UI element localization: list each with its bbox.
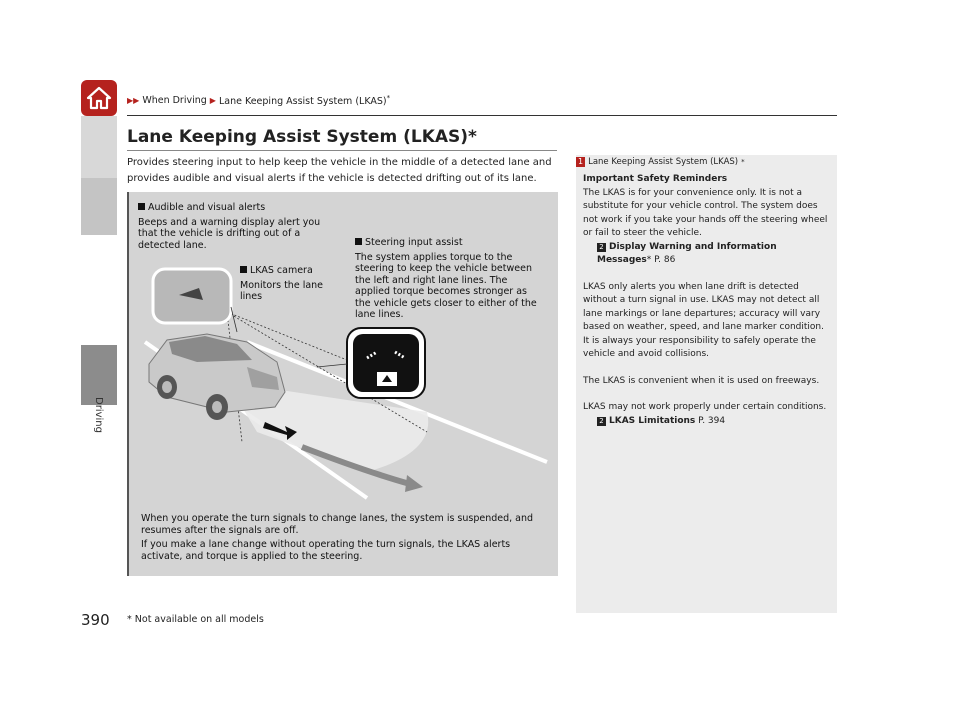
breadcrumb-section[interactable]: When Driving <box>142 95 207 107</box>
footnote: * Not available on all models <box>127 614 264 625</box>
page-title: Lane Keeping Assist System (LKAS)* <box>127 127 477 147</box>
sidebar-number-badge: 1 <box>578 157 584 166</box>
square-bullet-icon <box>240 266 247 273</box>
sidebar-para-2: LKAS only alerts you when lane drift is detected without a turn signal in use. LKAS may not detect all lane markings or lane departures; accuracy will vary based on weather, speed, and lane marker condition. It is always your responsibility to safely operate the vehicle and avoid collisions. <box>583 281 824 359</box>
audible-alert-label: Audible and visual alerts Beeps and a warning display alert you that the vehicle is drifting out of a detected lane. <box>138 202 321 251</box>
home-icon <box>86 86 112 110</box>
breadcrumb-arrow-icon: ▶▶ <box>127 96 140 106</box>
figure-note-1: When you operate the turn signals to change lanes, the system is suspended, and resumes after the signals are off. <box>141 513 534 536</box>
square-bullet-icon <box>355 238 362 245</box>
figure-note-2: If you make a lane change without operating the turn signals, the LKAS alerts activate, and torque is applied to the steering. <box>141 539 511 562</box>
side-strip-mid <box>81 178 117 235</box>
safety-body: The LKAS is for your convenience only. It is not a substitute for your vehicle control. The system does not work if you take your hands off the steering wheel or fail to steer the vehicle. <box>583 187 828 238</box>
breadcrumb <box>127 94 390 107</box>
sidebar-para-3: The LKAS is convenient when it is used on freeways. <box>583 375 820 386</box>
intro-text: Provides steering input to help keep the vehicle in the middle of a detected lane and provides audible and visual alerts if the vehicle is detected drifting out of its lane. <box>127 157 552 184</box>
header-rule <box>127 115 837 116</box>
breadcrumb-arrow-icon: ▶ <box>209 96 216 106</box>
page-number: 390 <box>81 611 110 629</box>
title-rule <box>127 150 557 151</box>
square-bullet-icon <box>138 203 145 210</box>
steering-assist-label: Steering input assist The system applies torque to the steering to keep the vehicle between the left and right lane lines. The applied torque becomes stronger as the vehicle gets closer to either of the lane lines. <box>355 237 537 320</box>
side-tab-label: Driving <box>93 397 105 433</box>
xref-display-warning[interactable]: 2 Display Warning and Information Messages* P. 86 <box>597 241 777 265</box>
cross-reference-icon: 2 <box>597 417 606 426</box>
side-strip-top <box>81 116 117 178</box>
safety-title: Important Safety Reminders <box>583 174 728 184</box>
camera-label: LKAS camera Monitors the lane lines <box>240 265 324 302</box>
home-button[interactable] <box>81 80 117 116</box>
camera-inset <box>153 269 237 332</box>
sidebar-para-4: LKAS may not work properly under certain conditions. <box>583 402 827 412</box>
cross-reference-icon: 2 <box>597 243 606 252</box>
sidebar-body <box>583 173 828 441</box>
sidebar-heading: 1 Lane Keeping Assist System (LKAS) * <box>578 157 745 167</box>
steering-inset <box>317 328 425 398</box>
xref-lkas-limitations[interactable]: 2 LKAS Limitations P. 394 <box>583 415 828 429</box>
breadcrumb-topic[interactable]: Lane Keeping Assist System (LKAS)* <box>218 94 391 108</box>
